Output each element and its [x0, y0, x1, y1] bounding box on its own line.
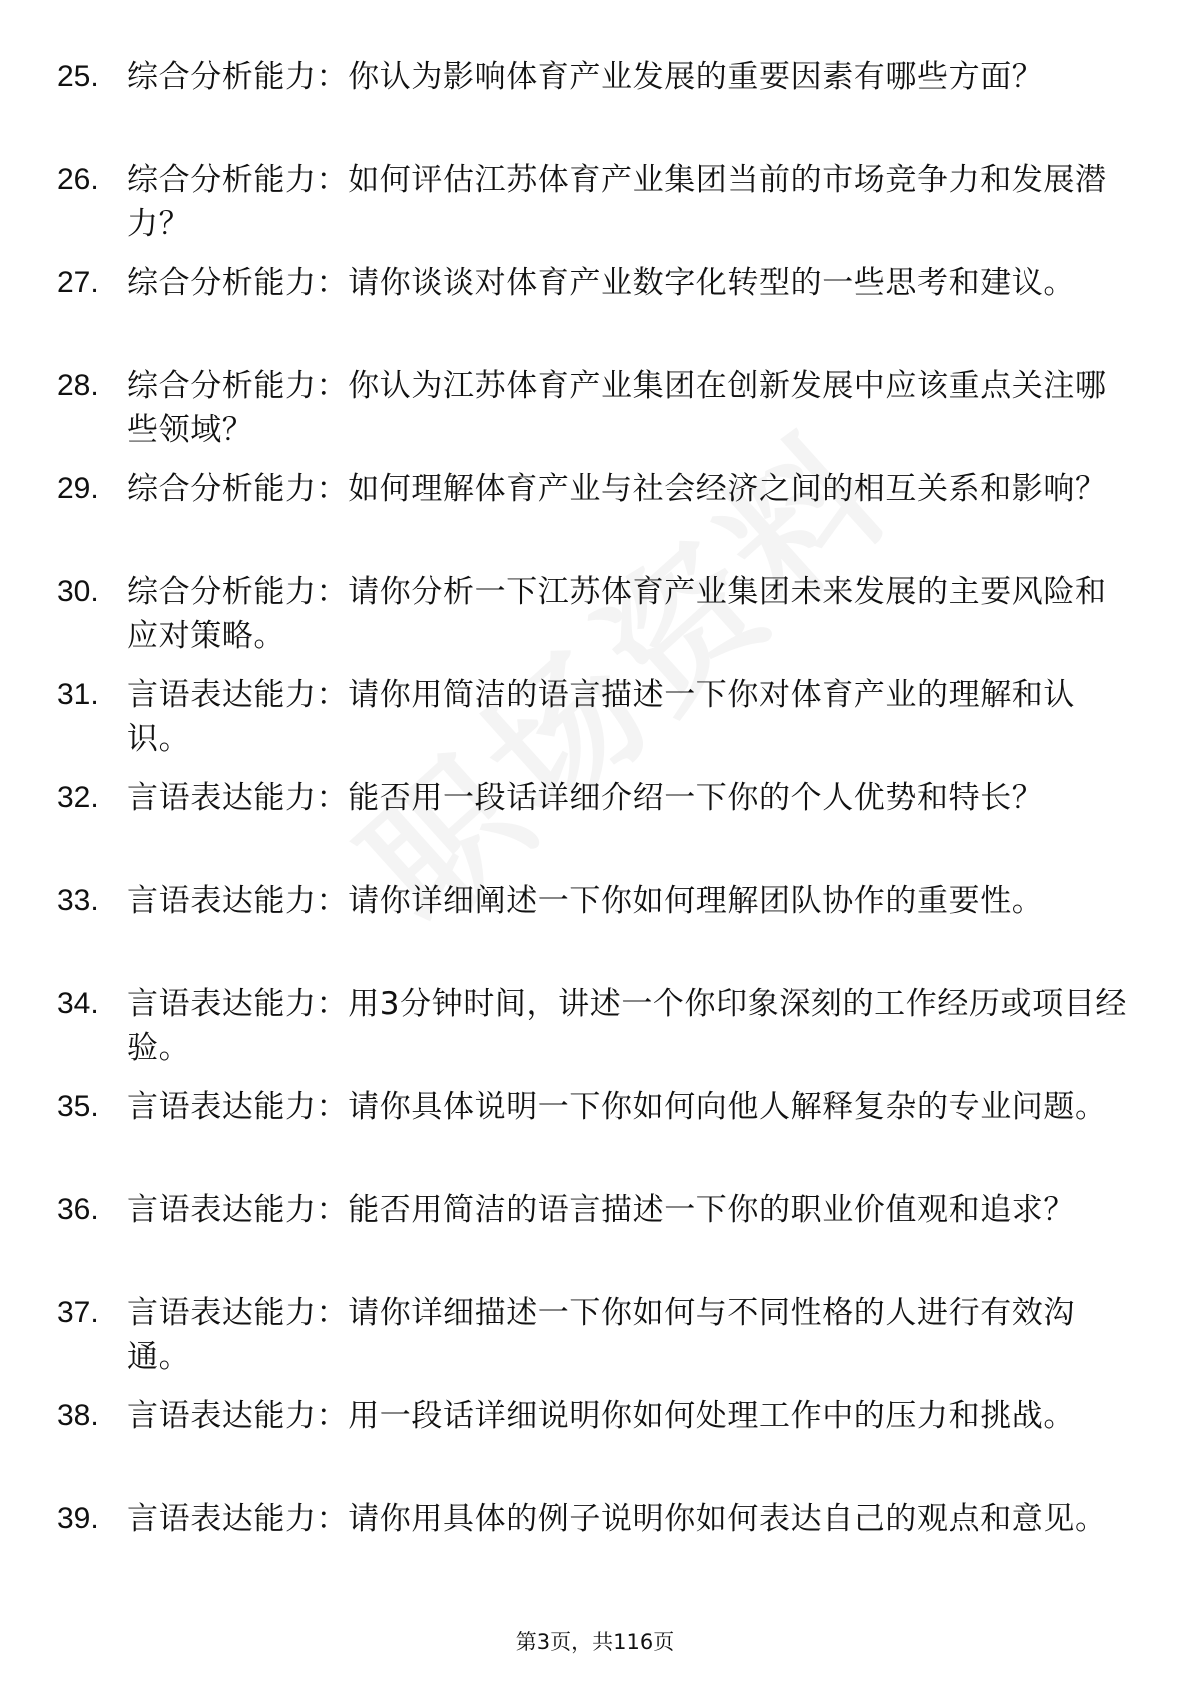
- question-number: 26.: [57, 163, 99, 196]
- question-number: 33.: [57, 884, 99, 917]
- question-text: 综合分析能力：如何理解体育产业与社会经济之间的相互关系和影响？: [127, 471, 1107, 507]
- question-text: 言语表达能力：请你用具体的例子说明你如何表达自己的观点和意见。: [127, 1501, 1107, 1537]
- list-item: [0, 1085, 1190, 1188]
- question-number: 36.: [57, 1193, 99, 1226]
- list-item: [0, 1497, 1190, 1600]
- question-number: 37.: [57, 1296, 99, 1329]
- page-number: 第3页，共116页: [515, 1630, 675, 1654]
- question-number: 34.: [57, 987, 99, 1020]
- question-number: 35.: [57, 1090, 99, 1123]
- list-item: [0, 364, 1190, 467]
- question-number: 30.: [57, 575, 99, 608]
- list-item: [0, 261, 1190, 364]
- question-text: 综合分析能力：你认为江苏体育产业集团在创新发展中应该重点关注哪些领域？: [127, 368, 1107, 448]
- list-item: [0, 467, 1190, 570]
- list-item: [0, 982, 1190, 1085]
- question-number: 38.: [57, 1399, 99, 1432]
- question-text: 言语表达能力：能否用一段话详细介绍一下你的个人优势和特长？: [127, 780, 1044, 816]
- question-text: 言语表达能力：请你详细描述一下你如何与不同性格的人进行有效沟通。: [127, 1295, 1075, 1375]
- question-text: 言语表达能力：用一段话详细说明你如何处理工作中的压力和挑战。: [127, 1398, 1075, 1434]
- question-number: 32.: [57, 781, 99, 814]
- list-item: [0, 55, 1190, 158]
- question-number: 25.: [57, 60, 99, 93]
- question-text: 言语表达能力：请你具体说明一下你如何向他人解释复杂的专业问题。: [127, 1089, 1107, 1125]
- question-text: 言语表达能力：能否用简洁的语言描述一下你的职业价值观和追求？: [127, 1192, 1075, 1228]
- question-text: 综合分析能力：如何评估江苏体育产业集团当前的市场竞争力和发展潜力？: [127, 162, 1107, 242]
- list-item: [0, 1394, 1190, 1497]
- question-text: 言语表达能力：用3分钟时间，讲述一个你印象深刻的工作经历或项目经验。: [127, 986, 1127, 1066]
- question-number: 29.: [57, 472, 99, 505]
- question-text: 综合分析能力：请你谈谈对体育产业数字化转型的一些思考和建议。: [127, 265, 1075, 301]
- list-item: [0, 879, 1190, 982]
- list-item: [0, 776, 1190, 879]
- list-item: [0, 158, 1190, 261]
- question-list: [0, 55, 1190, 1600]
- question-number: 27.: [57, 266, 99, 299]
- question-text: 言语表达能力：请你用简洁的语言描述一下你对体育产业的理解和认识。: [127, 677, 1075, 757]
- question-text: 言语表达能力：请你详细阐述一下你如何理解团队协作的重要性。: [127, 883, 1044, 919]
- list-item: [0, 1291, 1190, 1394]
- question-text: 综合分析能力：你认为影响体育产业发展的重要因素有哪些方面？: [127, 59, 1044, 95]
- question-number: 28.: [57, 369, 99, 402]
- list-item: [0, 570, 1190, 673]
- question-text: 综合分析能力：请你分析一下江苏体育产业集团未来发展的主要风险和应对策略。: [127, 574, 1107, 654]
- question-number: 31.: [57, 678, 99, 711]
- question-number: 39.: [57, 1502, 99, 1535]
- list-item: [0, 673, 1190, 776]
- list-item: [0, 1188, 1190, 1291]
